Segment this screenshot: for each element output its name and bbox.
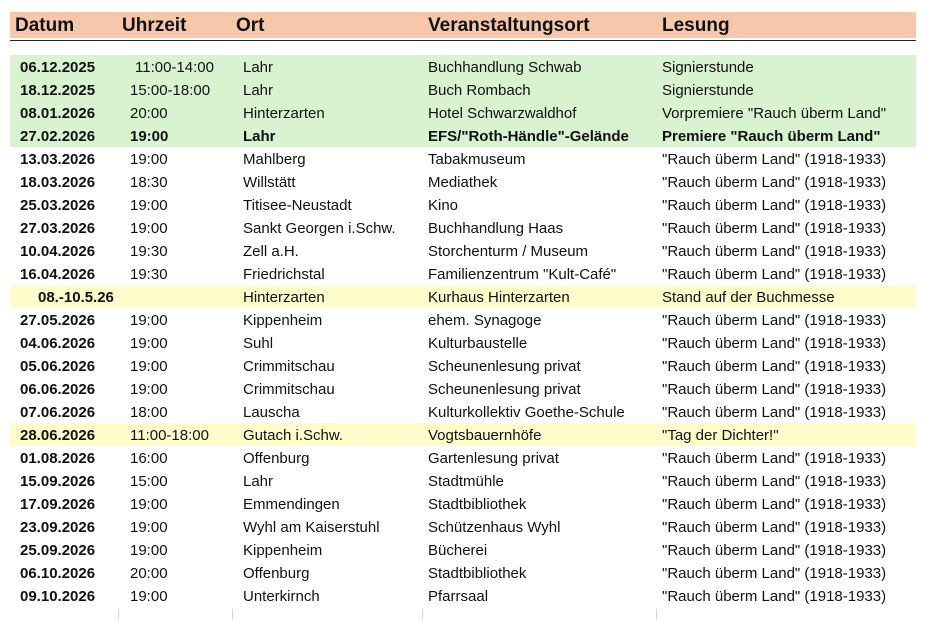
cell-veranstaltungsort: Gartenlesung privat: [428, 450, 559, 467]
cell-veranstaltungsort: Schützenhaus Wyhl: [428, 519, 561, 536]
header-lesung: Lesung: [662, 15, 730, 36]
table-row[interactable]: [10, 78, 916, 101]
cell-datum: 16.04.2026: [20, 266, 96, 283]
cell-datum: 18.12.2025: [20, 82, 96, 99]
cell-datum: 18.03.2026: [20, 174, 96, 191]
cell-datum: 23.09.2026: [20, 519, 96, 536]
cell-veranstaltungsort: Buchhandlung Schwab: [428, 59, 582, 76]
cell-lesung: "Rauch überm Land" (1918-1933): [662, 381, 887, 398]
cell-lesung: Stand auf der Buchmesse: [662, 289, 835, 306]
table-row[interactable]: [10, 515, 916, 538]
cell-datum: 25.03.2026: [20, 197, 96, 214]
bottom-gridline-ticks: [10, 607, 916, 621]
cell-veranstaltungsort: EFS/"Roth-Händle"-Gelände: [428, 128, 629, 145]
cell-veranstaltungsort: Buch Rombach: [428, 82, 531, 99]
cell-uhrzeit: 15:00-18:00: [130, 82, 211, 99]
cell-veranstaltungsort: Scheunenlesung privat: [428, 358, 581, 375]
header-veranstaltungsort: Veranstaltungsort: [428, 15, 590, 36]
table-row[interactable]: [10, 193, 916, 216]
cell-uhrzeit: 20:00: [130, 565, 168, 582]
cell-ort: Zell a.H.: [243, 243, 299, 260]
cell-lesung: "Rauch überm Land" (1918-1933): [662, 519, 887, 536]
cell-datum: 27.05.2026: [20, 312, 96, 329]
cell-uhrzeit: 18:30: [130, 174, 168, 191]
cell-datum: 06.06.2026: [20, 381, 96, 398]
cell-lesung: "Rauch überm Land" (1918-1933): [662, 565, 887, 582]
cell-veranstaltungsort: Storchenturm / Museum: [428, 243, 589, 260]
cell-veranstaltungsort: Bücherei: [428, 542, 488, 559]
table-row[interactable]: [10, 55, 916, 78]
cell-lesung: "Rauch überm Land" (1918-1933): [662, 151, 887, 168]
cell-uhrzeit: 19:00: [130, 220, 168, 237]
cell-uhrzeit: 15:00: [130, 473, 168, 490]
cell-lesung: "Rauch überm Land" (1918-1933): [662, 450, 887, 467]
cell-uhrzeit: 19:00: [130, 381, 168, 398]
cell-lesung: "Rauch überm Land" (1918-1933): [662, 496, 887, 513]
cell-lesung: "Rauch überm Land" (1918-1933): [662, 473, 887, 490]
cell-ort: Willstätt: [243, 174, 296, 191]
cell-lesung: "Rauch überm Land" (1918-1933): [662, 358, 887, 375]
cell-veranstaltungsort: Tabakmuseum: [428, 151, 526, 168]
cell-datum: 09.10.2026: [20, 588, 96, 605]
cell-datum: 06.12.2025: [20, 59, 96, 76]
cell-uhrzeit: 16:00: [130, 450, 168, 467]
cell-ort: Wyhl am Kaiserstuhl: [243, 519, 380, 536]
cell-uhrzeit: 19:00: [130, 542, 168, 559]
table-row[interactable]: [10, 285, 916, 308]
cell-ort: Friedrichstal: [243, 266, 325, 283]
spacer-row: [10, 41, 916, 55]
cell-datum: 04.06.2026: [20, 335, 96, 352]
cell-lesung: "Rauch überm Land" (1918-1933): [662, 404, 887, 421]
cell-uhrzeit: 19:00: [130, 519, 168, 536]
cell-uhrzeit: 19:30: [130, 243, 168, 260]
cell-lesung: "Rauch überm Land" (1918-1933): [662, 588, 887, 605]
table-row[interactable]: [10, 446, 916, 469]
header-uhrzeit: Uhrzeit: [122, 15, 187, 36]
cell-datum: 27.03.2026: [20, 220, 96, 237]
cell-lesung: "Rauch überm Land" (1918-1933): [662, 542, 887, 559]
cell-veranstaltungsort: Mediathek: [428, 174, 498, 191]
cell-ort: Sankt Georgen i.Schw.: [243, 220, 396, 237]
cell-uhrzeit: 11:00-14:00: [135, 59, 214, 76]
cell-lesung: Premiere "Rauch überm Land": [662, 128, 881, 145]
cell-datum: 25.09.2026: [20, 542, 96, 559]
cell-uhrzeit: 19:30: [130, 266, 168, 283]
cell-lesung: "Rauch überm Land" (1918-1933): [662, 174, 887, 191]
table-row[interactable]: [10, 538, 916, 561]
cell-lesung: Signierstunde: [662, 82, 754, 99]
cell-ort: Unterkirnch: [243, 588, 320, 605]
cell-ort: Emmendingen: [243, 496, 340, 513]
cell-datum: 08.-10.5.26: [38, 289, 114, 306]
cell-uhrzeit: 19:00: [130, 496, 168, 513]
cell-ort: Offenburg: [243, 450, 310, 467]
cell-veranstaltungsort: Kulturbaustelle: [428, 335, 528, 352]
cell-ort: Lahr: [243, 128, 276, 145]
cell-datum: 06.10.2026: [20, 565, 96, 582]
cell-lesung: Signierstunde: [662, 59, 754, 76]
events-table: [10, 12, 916, 621]
cell-uhrzeit: 19:00: [130, 335, 168, 352]
cell-veranstaltungsort: Stadtbibliothek: [428, 496, 527, 513]
table-row[interactable]: [10, 492, 916, 515]
cell-veranstaltungsort: Pfarrsaal: [428, 588, 489, 605]
cell-veranstaltungsort: Kino: [428, 197, 459, 214]
table-row[interactable]: [10, 147, 916, 170]
table-row[interactable]: [10, 400, 916, 423]
table-row[interactable]: [10, 239, 916, 262]
cell-lesung: "Rauch überm Land" (1918-1933): [662, 335, 887, 352]
cell-datum: 01.08.2026: [20, 450, 96, 467]
cell-ort: Lahr: [243, 473, 274, 490]
header-ort: Ort: [236, 15, 265, 36]
cell-ort: Lauscha: [243, 404, 300, 421]
cell-veranstaltungsort: Kulturkollektiv Goethe-Schule: [428, 404, 625, 421]
table-row[interactable]: [10, 170, 916, 193]
cell-veranstaltungsort: Vogtsbauernhöfe: [428, 427, 542, 444]
cell-lesung: "Tag der Dichter!": [662, 427, 779, 444]
cell-ort: Kippenheim: [243, 542, 323, 559]
cell-datum: 07.06.2026: [20, 404, 96, 421]
cell-lesung: "Rauch überm Land" (1918-1933): [662, 220, 887, 237]
header-row: [10, 12, 916, 38]
cell-ort: Mahlberg: [243, 151, 306, 168]
cell-datum: 10.04.2026: [20, 243, 96, 260]
cell-datum: 05.06.2026: [20, 358, 96, 375]
cell-uhrzeit: 19:00: [130, 358, 168, 375]
cell-ort: Suhl: [243, 335, 274, 352]
table-row[interactable]: [10, 308, 916, 331]
cell-ort: Kippenheim: [243, 312, 323, 329]
table-row[interactable]: [10, 354, 916, 377]
cell-uhrzeit: 20:00: [130, 105, 168, 122]
table-row[interactable]: [10, 124, 916, 147]
cell-veranstaltungsort: Buchhandlung Haas: [428, 220, 564, 237]
cell-datum: 13.03.2026: [20, 151, 96, 168]
table-row[interactable]: [10, 561, 916, 584]
table-row[interactable]: [10, 423, 916, 446]
cell-uhrzeit: 19:00: [130, 588, 168, 605]
table-row[interactable]: [10, 331, 916, 354]
cell-veranstaltungsort: Hotel Schwarzwaldhof: [428, 105, 577, 122]
cell-ort: Offenburg: [243, 565, 310, 582]
cell-lesung: "Rauch überm Land" (1918-1933): [662, 266, 887, 283]
cell-uhrzeit: 11:00-18:00: [130, 427, 209, 444]
cell-veranstaltungsort: ehem. Synagoge: [428, 312, 542, 329]
table-body: [10, 55, 916, 607]
cell-ort: Hinterzarten: [243, 105, 325, 122]
header-datum: Datum: [15, 15, 75, 36]
cell-datum: 17.09.2026: [20, 496, 96, 513]
cell-uhrzeit: 19:00: [130, 151, 168, 168]
cell-ort: Hinterzarten: [243, 289, 325, 306]
table-row[interactable]: [10, 262, 916, 285]
cell-ort: Crimmitschau: [243, 358, 335, 375]
cell-lesung: "Rauch überm Land" (1918-1933): [662, 243, 887, 260]
cell-datum: 08.01.2026: [20, 105, 96, 122]
cell-datum: 27.02.2026: [20, 128, 96, 145]
cell-veranstaltungsort: Familienzentrum "Kult-Café": [428, 266, 617, 283]
cell-uhrzeit: 19:00: [130, 312, 168, 329]
table-row[interactable]: [10, 101, 916, 124]
cell-ort: Gutach i.Schw.: [243, 427, 344, 444]
cell-uhrzeit: 19:00: [130, 128, 169, 145]
cell-veranstaltungsort: Kurhaus Hinterzarten: [428, 289, 570, 306]
cell-veranstaltungsort: Stadtmühle: [428, 473, 504, 490]
table-row[interactable]: [10, 377, 916, 400]
table-row[interactable]: [10, 584, 916, 607]
cell-veranstaltungsort: Scheunenlesung privat: [428, 381, 581, 398]
cell-lesung: "Rauch überm Land" (1918-1933): [662, 197, 887, 214]
cell-veranstaltungsort: Stadtbibliothek: [428, 565, 527, 582]
cell-uhrzeit: 19:00: [130, 197, 168, 214]
cell-datum: 15.09.2026: [20, 473, 96, 490]
cell-lesung: "Rauch überm Land" (1918-1933): [662, 312, 887, 329]
table-row[interactable]: [10, 216, 916, 239]
cell-uhrzeit: 18:00: [130, 404, 168, 421]
table-row[interactable]: [10, 469, 916, 492]
cell-ort: Lahr: [243, 82, 274, 99]
cell-ort: Lahr: [243, 59, 274, 76]
cell-ort: Titisee-Neustadt: [243, 197, 352, 214]
cell-ort: Crimmitschau: [243, 381, 335, 398]
cell-datum: 28.06.2026: [20, 427, 96, 444]
cell-lesung: Vorpremiere "Rauch überm Land": [662, 105, 887, 122]
